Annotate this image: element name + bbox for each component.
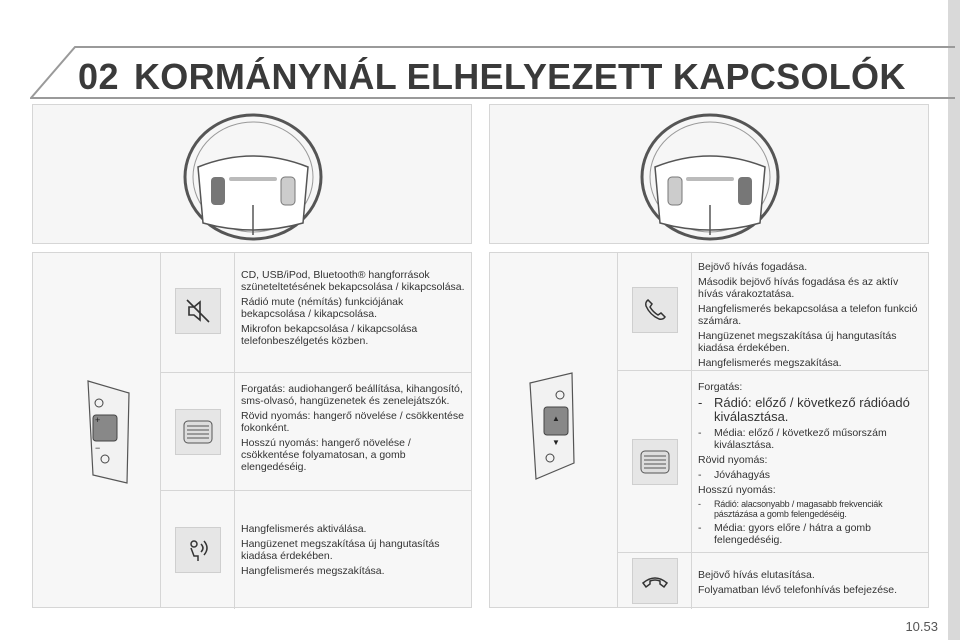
right-row-scroll-text (698, 381, 922, 549)
steering-wheel-right-image (489, 104, 929, 244)
right-row-hangup-text (698, 569, 922, 599)
left-row-volume (161, 373, 471, 491)
scroll-wheel-icon (175, 409, 221, 455)
text-line: Mikrofon bekapcsolása / kikapcsolása telefonbeszélgetés közben. (241, 323, 418, 347)
dash-item: - Rádió: alacsonyabb / magasabb frekvenciák pásztázása a gomb felengedéséig. (698, 499, 883, 519)
page-title: KORMÁNYNÁL ELHELYEZETT KAPCSOLÓK (134, 56, 906, 97)
right-controls-panel (489, 252, 929, 608)
rotate-label: Forgatás: (698, 381, 743, 393)
left-row-volume-text (241, 383, 465, 476)
right-row-hangup (618, 553, 928, 609)
text-line: Rádió mute (némítás) funkciójának bekapcsolása / kikapcsolása. (241, 296, 404, 320)
svg-text:▲: ▲ (552, 414, 560, 423)
svg-text:+: + (95, 415, 101, 425)
dash-item: - Jóváhagyás (698, 469, 771, 481)
scroll-wheel-icon (632, 439, 678, 485)
text-line: Hangfelismerés megszakítása. (241, 565, 385, 577)
text-line: Folyamatban lévő telefonhívás befejezése. (698, 584, 898, 596)
left-row-voice (161, 491, 471, 609)
steering-wheel-left-image (32, 104, 472, 244)
svg-text:−: − (95, 443, 101, 453)
text-line: Forgatás: audiohangerő beállítása, kihangosító, sms-olvasó, hangüzenetek és zenelejátszók. (241, 383, 463, 407)
short-label: Rövid nyomás: (698, 454, 768, 466)
phone-hangup-icon (632, 558, 678, 604)
text-line: CD, USB/iPod, Bluetooth® hangforrások szüneteltetésének bekapcsolása / kikapcsolása. (241, 269, 465, 293)
long-label: Hosszú nyomás: (698, 484, 776, 496)
dash-item: - Rádió: előző / következő rádióadó kiválasztása. (698, 395, 910, 424)
text-line: Hosszú nyomás: hangerő növelése / csökkentése folyamatosan, a gomb elengedéséig. (241, 437, 411, 473)
text-line: Bejövő hívás elutasítása. (698, 569, 815, 581)
text-line: Hangüzenet megszakítása új hangutasítás kiadása érdekében. (241, 538, 440, 562)
right-switch-illustration (490, 253, 618, 607)
text-line: Hangüzenet megszakítása új hangutasítás kiadása érdekében. (698, 330, 897, 354)
mute-speaker-icon (175, 288, 221, 334)
right-row-answer-text (698, 261, 922, 372)
left-row-voice-text (241, 523, 465, 580)
svg-text:▼: ▼ (552, 438, 560, 447)
right-row-scroll (618, 371, 928, 553)
text-line: Hangfelismerés megszakítása. (698, 357, 842, 369)
text-line: Második bejövő hívás fogadása és az aktív hívás várakoztatása. (698, 276, 899, 300)
text-line: Hangfelismerés bekapcsolása a telefon funkció számára. (698, 303, 918, 327)
dash-item: - Média: előző / következő műsorszám kiválasztása. (698, 427, 887, 451)
left-controls-panel (32, 252, 472, 608)
chapter-number: 02 (78, 56, 120, 97)
text-line: Hangfelismerés aktiválása. (241, 523, 367, 535)
left-row-mute (161, 253, 471, 373)
left-switch-illustration (33, 253, 161, 607)
right-row-answer (618, 253, 928, 371)
voice-command-icon (175, 527, 221, 573)
left-row-mute-text (241, 269, 465, 350)
phone-answer-icon (632, 287, 678, 333)
page-number: 10.53 (905, 619, 938, 634)
text-line: Bejövő hívás fogadása. (698, 261, 808, 273)
text-line: Rövid nyomás: hangerő növelése / csökkentése fokonként. (241, 410, 464, 434)
dash-item: - Média: gyors előre / hátra a gomb felengedéséig. (698, 522, 871, 546)
